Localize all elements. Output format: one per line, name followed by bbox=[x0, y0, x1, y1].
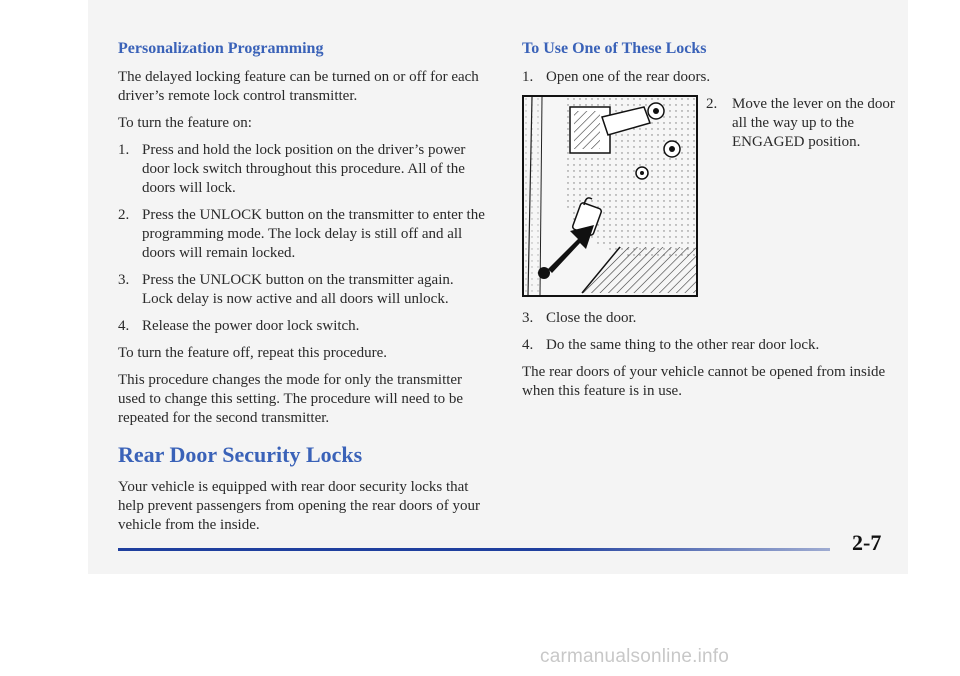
security-locks-heading: Rear Door Security Locks bbox=[118, 442, 363, 467]
footer-rule bbox=[118, 548, 830, 551]
note-paragraph: This procedure changes the mode for only the transmitter used to change this setting. The procedure will need to be repeated for the second transmitter. bbox=[118, 372, 464, 426]
intro-paragraph: The delayed locking feature can be turned on or off for each driver’s remote lock control transmitter. bbox=[118, 69, 479, 104]
step-text: Close the door. bbox=[546, 310, 637, 326]
closing-paragraph: The rear doors of your vehicle cannot be opened from inside when this feature is in use. bbox=[522, 364, 886, 399]
list-item bbox=[118, 206, 488, 263]
left-column bbox=[118, 40, 488, 543]
list-item bbox=[522, 68, 898, 87]
step-text: Move the lever on the door all the way up to the ENGAGED position. bbox=[732, 96, 895, 150]
list-item bbox=[118, 271, 488, 309]
step-text: Press the UNLOCK button on the transmitter again. Lock delay is now active and all doors will unlock. bbox=[142, 272, 454, 307]
step-text: Release the power door lock switch. bbox=[142, 318, 360, 334]
step-number: 3. bbox=[522, 310, 534, 326]
use-steps-top bbox=[522, 68, 898, 87]
list-item bbox=[522, 336, 898, 355]
step-number: 1. bbox=[522, 69, 534, 85]
door-lock-lever-icon bbox=[524, 97, 696, 295]
use-locks-subheading: To Use One of These Locks bbox=[522, 40, 707, 57]
figure-step bbox=[706, 95, 898, 297]
step-number: 3. bbox=[118, 272, 130, 288]
step-text: Press and hold the lock position on the driver’s power door lock switch throughout this procedure. All of the doors will lock. bbox=[142, 142, 466, 196]
step-text: Do the same thing to the other rear door lock. bbox=[546, 337, 820, 353]
turn-on-label: To turn the feature on: bbox=[118, 115, 252, 131]
step-text: Open one of the rear doors. bbox=[546, 69, 711, 85]
turn-off-paragraph: To turn the feature off, repeat this procedure. bbox=[118, 345, 387, 361]
personalization-subheading: Personalization Programming bbox=[118, 40, 324, 57]
step-number: 4. bbox=[118, 318, 130, 334]
list-item bbox=[118, 317, 488, 336]
list-item bbox=[118, 141, 488, 198]
step-number: 2. bbox=[706, 96, 718, 112]
step-text: Press the UNLOCK button on the transmitter to enter the programming mode. The lock delay is still off and all doors will remain locked. bbox=[142, 207, 485, 261]
right-column bbox=[522, 40, 898, 409]
door-lock-illustration bbox=[522, 95, 698, 297]
list-item bbox=[522, 309, 898, 328]
page-number: 2-7 bbox=[852, 530, 882, 555]
security-paragraph: Your vehicle is equipped with rear door security locks that help prevent passengers from opening the rear doors of your vehicle from the inside. bbox=[118, 479, 480, 533]
step-number: 4. bbox=[522, 337, 534, 353]
step-number: 2. bbox=[118, 207, 130, 223]
watermark-text: carmanualsonline.info bbox=[540, 646, 730, 667]
use-steps-bottom bbox=[522, 309, 898, 355]
figure-row bbox=[522, 95, 898, 297]
programming-steps bbox=[118, 141, 488, 336]
step-number: 1. bbox=[118, 142, 130, 158]
